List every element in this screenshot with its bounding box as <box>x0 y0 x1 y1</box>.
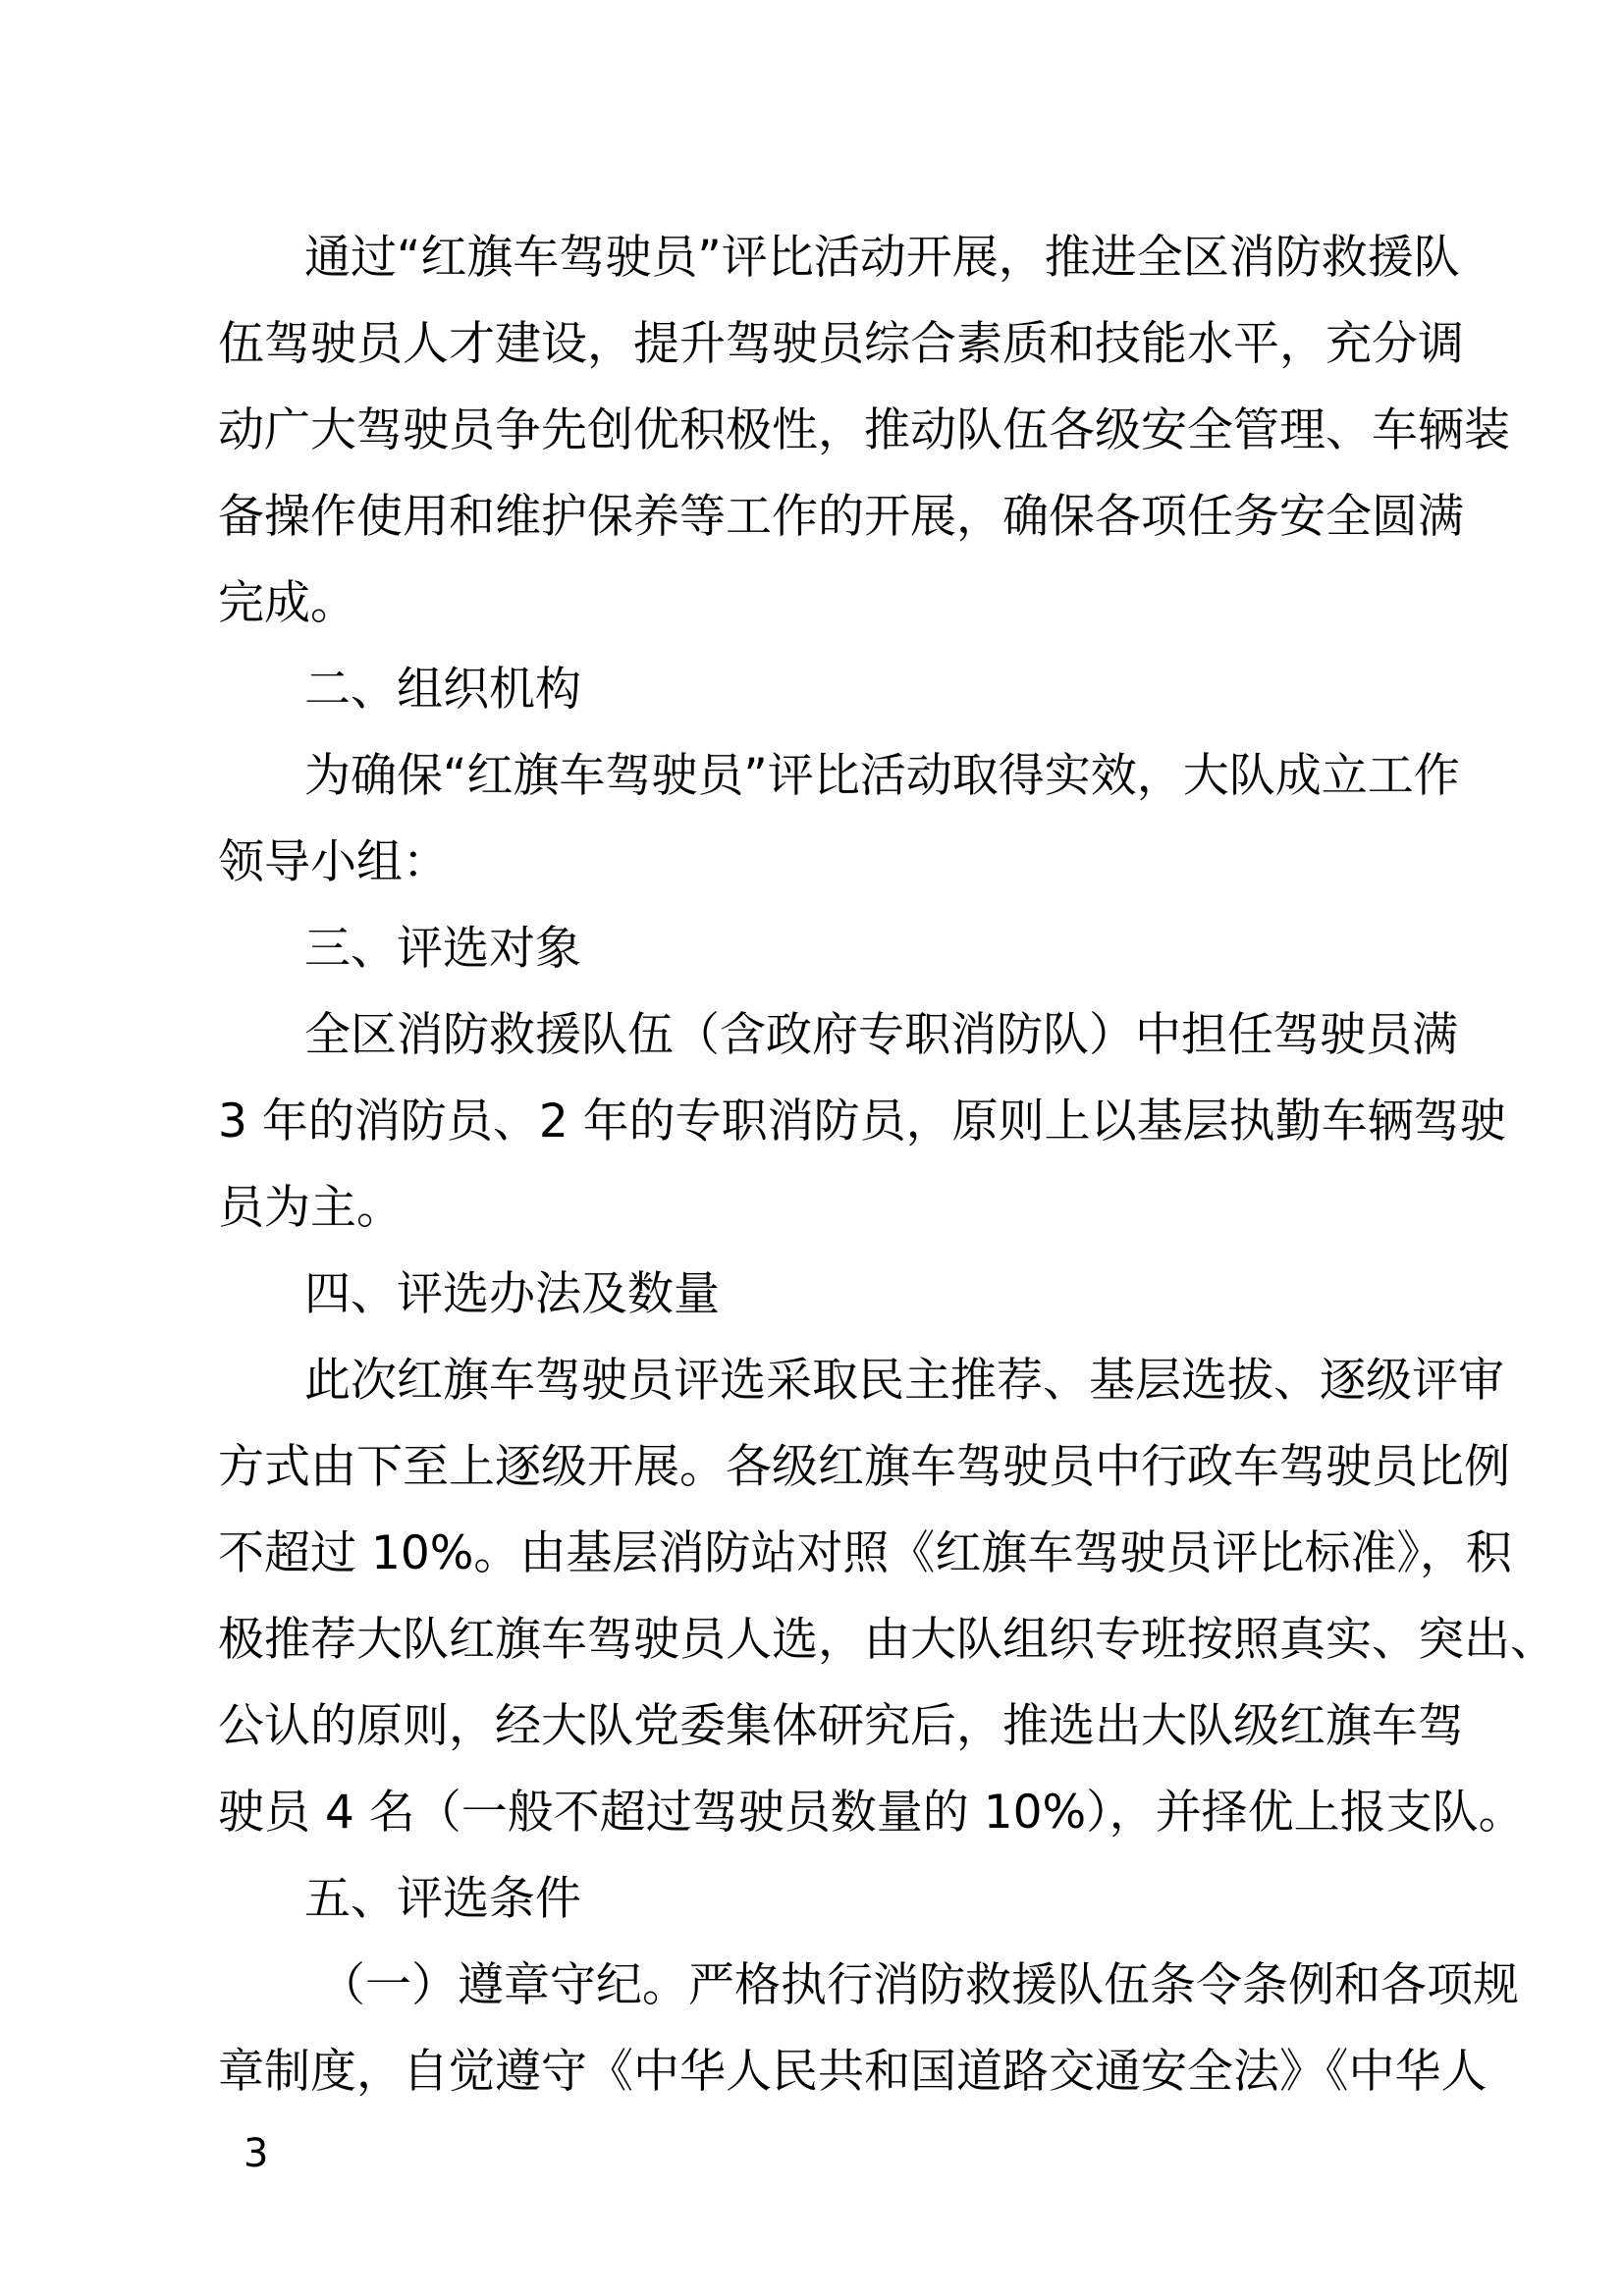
paragraph-line: 员为主。 <box>218 1181 403 1235</box>
section-heading-organization: 二、组织机构 <box>304 663 581 717</box>
paragraph-line: 备操作使用和维护保养等工作的开展，确保各项任务安全圆满 <box>218 490 1464 544</box>
section-heading-methods: 四、评选办法及数量 <box>304 1267 720 1321</box>
paragraph-line: 3 年的消防员、2 年的专职消防员，原则上以基层执勤车辆驾驶 <box>218 1095 1506 1148</box>
paragraph-line: 完成。 <box>218 576 356 630</box>
paragraph-line: 领导小组： <box>218 835 449 889</box>
paragraph-line: 为确保“红旗车驾驶员”评比活动取得实效，大队成立工作 <box>304 749 1460 803</box>
paragraph-line: 公认的原则，经大队党委集体研究后，推选出大队级红旗车驾 <box>218 1699 1464 1753</box>
page-number: 3 <box>243 2131 269 2176</box>
paragraph-line: 极推荐大队红旗车驾驶员人选，由大队组织专班按照真实、突出、 <box>218 1613 1556 1667</box>
paragraph-line: 通过“红旗车驾驶员”评比活动开展，推进全区消防救援队 <box>304 231 1460 285</box>
section-heading-criteria: 五、评选条件 <box>304 1872 581 1926</box>
paragraph-line: 全区消防救援队伍（含政府专职消防队）中担任驾驶员满 <box>304 1008 1458 1062</box>
paragraph-line: 方式由下至上逐级开展。各级红旗车驾驶员中行政车驾驶员比例 <box>218 1440 1510 1494</box>
paragraph-line: （一）遵章守纪。严格执行消防救援队伍条令条例和各项规 <box>319 1958 1519 2012</box>
paragraph-line: 伍驾驶员人才建设，提升驾驶员综合素质和技能水平，充分调 <box>218 317 1464 371</box>
paragraph-line: 此次红旗车驾驶员评选采取民主推荐、基层选拔、逐级评审 <box>304 1354 1504 1408</box>
paragraph-line: 不超过 10%。由基层消防站对照《红旗车驾驶员评比标准》，积 <box>218 1526 1512 1580</box>
paragraph-line: 动广大驾驶员争先创优积极性，推动队伍各级安全管理、车辆装 <box>218 403 1510 457</box>
section-heading-targets: 三、评选对象 <box>304 922 581 976</box>
paragraph-line: 驶员 4 名（一般不超过驾驶员数量的 10%），并择优上报支队。 <box>218 1786 1525 1840</box>
paragraph-line: 章制度，自觉遵守《中华人民共和国道路交通安全法》《中华人 <box>218 2045 1488 2099</box>
